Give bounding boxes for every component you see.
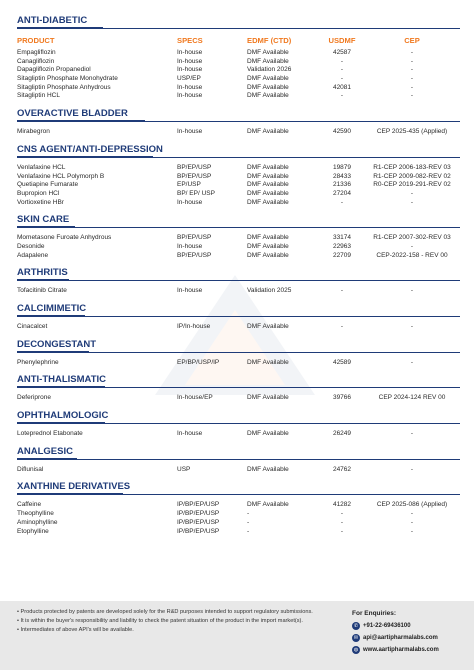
section	[17, 302, 460, 332]
product-row	[17, 234, 460, 243]
cell-cep: -	[410, 465, 414, 473]
section	[17, 480, 460, 536]
cell-specs: BP/ EP/ USP	[177, 189, 215, 197]
cell-usdmf: -	[340, 75, 344, 83]
product-row	[17, 128, 460, 137]
cell-edmf: -	[247, 518, 250, 526]
cell-usdmf: 42081	[332, 83, 352, 91]
cell-edmf: DMF Available	[247, 198, 289, 206]
cell-edmf: DMF Available	[247, 358, 289, 366]
section-divider	[17, 494, 460, 495]
cell-usdmf: -	[340, 198, 344, 206]
cell-edmf: DMF Available	[247, 172, 289, 180]
section-divider-accent	[17, 493, 123, 495]
product-row	[17, 501, 460, 510]
product-row	[17, 66, 460, 75]
product-row	[17, 190, 460, 199]
product-rows	[17, 49, 460, 101]
cell-specs: In-house	[177, 242, 203, 250]
section-divider	[17, 227, 460, 228]
spacer	[17, 282, 460, 286]
product-row	[17, 359, 460, 368]
section-divider	[17, 459, 460, 460]
cell-edmf: Validation 2025	[247, 287, 292, 295]
cell-usdmf: -	[340, 510, 344, 518]
cell-specs: In-house/EP	[177, 394, 213, 402]
cell-edmf: DMF Available	[247, 128, 289, 136]
cell-cep: -	[410, 83, 414, 91]
section-header	[17, 409, 460, 425]
cell-product: Dapagliflozin Propanediol	[17, 66, 91, 74]
spacer	[17, 496, 460, 500]
cell-edmf: DMF Available	[247, 75, 289, 83]
email-icon: ✉	[353, 635, 359, 641]
email-address[interactable]: api@aartipharmalabs.com	[363, 635, 438, 641]
cell-product: Sitagliptin HCL	[17, 92, 60, 100]
cell-product: Venlafaxine HCL Polymorph B	[17, 172, 105, 180]
cell-specs: IP/BP/EP/USP	[177, 518, 220, 526]
cell-usdmf: -	[340, 518, 344, 526]
cell-edmf: DMF Available	[247, 251, 289, 259]
product-row	[17, 164, 460, 173]
product-row	[17, 58, 460, 67]
section-title: CNS AGENT/ANTI-DEPRESSION	[17, 143, 163, 155]
section-title: XANTHINE DERIVATIVES	[17, 481, 131, 493]
cell-edmf: DMF Available	[247, 163, 289, 171]
section-header	[17, 445, 460, 461]
cell-specs: In-house	[177, 57, 203, 65]
spacer	[17, 318, 460, 322]
cell-usdmf: -	[340, 92, 344, 100]
cell-product: Canagliflozin	[17, 57, 55, 65]
product-row	[17, 519, 460, 528]
product-row	[17, 243, 460, 252]
cell-usdmf: 42589	[332, 358, 352, 366]
phone-line[interactable]	[352, 620, 472, 632]
cell-cep: R1-CEP 2009-082-REV 02	[373, 172, 451, 180]
cell-cep: -	[410, 430, 414, 438]
cell-cep: -	[410, 287, 414, 295]
cell-product: Desonide	[17, 242, 45, 250]
product-row	[17, 49, 460, 58]
spacer	[17, 159, 460, 163]
column-headers	[17, 36, 460, 48]
cell-product: Venlafaxine HCL	[17, 163, 66, 171]
cell-usdmf: 42590	[332, 128, 352, 136]
product-row	[17, 430, 460, 439]
cell-cep: -	[410, 49, 414, 56]
email-line[interactable]	[352, 632, 472, 644]
cell-product: Bupropion HCl	[17, 189, 60, 197]
section-divider	[17, 423, 460, 424]
cell-specs: EP/USP	[177, 181, 201, 189]
cell-product: Adapalene	[17, 251, 49, 259]
cell-product: Mirabegron	[17, 128, 50, 136]
section-divider-accent	[17, 279, 69, 281]
spacer	[17, 461, 460, 465]
cell-cep: -	[410, 198, 414, 206]
cell-product: Deferiprone	[17, 394, 51, 402]
section-divider	[17, 280, 460, 281]
section-title: OPHTHALMOLOGIC	[17, 410, 109, 422]
cell-usdmf: 27204	[332, 189, 352, 197]
website-line[interactable]	[352, 644, 472, 656]
spacer	[17, 229, 460, 233]
cell-cep: -	[410, 242, 414, 250]
product-row	[17, 84, 460, 93]
section-title: OVERACTIVE BLADDER	[17, 108, 128, 120]
section-divider-accent	[17, 27, 103, 29]
cell-usdmf: -	[340, 527, 344, 535]
product-rows	[17, 466, 460, 475]
cell-specs: In-house	[177, 198, 203, 206]
cell-cep: -	[410, 57, 414, 65]
spacer	[17, 123, 460, 127]
cell-product: Quetiapine Fumarate	[17, 181, 79, 189]
section-divider	[17, 28, 460, 29]
cell-specs: BP/EP/USP	[177, 163, 212, 171]
cell-cep: -	[410, 189, 414, 197]
section	[17, 338, 460, 368]
cell-specs: In-house	[177, 49, 203, 56]
spacer	[17, 389, 460, 393]
cell-cep: R0-CEP 2019-291-REV 02	[373, 181, 451, 189]
cell-specs: In-house	[177, 430, 203, 438]
cell-cep: -	[410, 75, 414, 83]
cell-edmf: DMF Available	[247, 242, 289, 250]
footer-note: • Products protected by patents are developed solely for the R&D purposes intended to support regulatory submissions.	[17, 609, 313, 615]
column-header-product: PRODUCT	[17, 36, 55, 45]
cell-usdmf: 39766	[332, 394, 352, 402]
product-row	[17, 75, 460, 84]
cell-cep: CEP 2024-124 REV 00	[378, 394, 446, 402]
cell-specs: BP/EP/USP	[177, 172, 212, 180]
footer	[0, 601, 474, 670]
section	[17, 409, 460, 439]
cell-usdmf: 19879	[332, 163, 352, 171]
cell-cep: -	[410, 518, 414, 526]
cell-specs: EP/BP/USP/IP	[177, 358, 220, 366]
cell-product: Theophylline	[17, 510, 54, 518]
section	[17, 143, 460, 207]
cell-cep: -	[410, 510, 414, 518]
product-rows	[17, 430, 460, 439]
phone-number[interactable]: +91-22-69436100	[363, 623, 411, 629]
cell-specs: IP/BP/EP/USP	[177, 510, 220, 518]
section-header	[17, 373, 460, 389]
cell-usdmf: 28433	[332, 172, 352, 180]
section-header	[17, 14, 460, 30]
product-row	[17, 181, 460, 190]
cell-edmf: DMF Available	[247, 181, 289, 189]
product-row	[17, 466, 460, 475]
column-header-specs: SPECS	[177, 36, 203, 45]
spacer	[17, 425, 460, 429]
product-row	[17, 287, 460, 296]
cell-edmf: DMF Available	[247, 430, 289, 438]
cell-usdmf: -	[340, 323, 344, 330]
product-rows	[17, 501, 460, 536]
cell-usdmf: 41282	[332, 501, 352, 509]
cell-product: Etophylline	[17, 527, 49, 535]
phone-icon: ✆	[353, 623, 359, 629]
section-title: ANTI-DIABETIC	[17, 15, 88, 26]
section-title: DECONGESTANT	[17, 338, 96, 350]
product-row	[17, 510, 460, 519]
product-rows	[17, 323, 460, 332]
cell-edmf: DMF Available	[247, 49, 289, 56]
product-catalog	[17, 14, 460, 542]
cell-usdmf: 42587	[332, 49, 352, 56]
cell-cep: -	[410, 527, 414, 535]
section-header	[17, 480, 460, 496]
section-divider	[17, 316, 460, 317]
cell-specs: In-house	[177, 83, 203, 91]
cell-edmf: DMF Available	[247, 234, 289, 242]
footer-note: • It is within the buyer's responsibility and liability to check the patent situation of the product in the import market(s).	[17, 618, 303, 624]
cell-usdmf: 22963	[332, 242, 352, 250]
section-title: CALCIMIMETIC	[17, 303, 87, 314]
product-rows	[17, 164, 460, 207]
cell-cep: CEP 2025-435 (Applied)	[376, 128, 448, 136]
product-rows	[17, 234, 460, 260]
product-row	[17, 199, 460, 208]
cell-specs: In-house	[177, 66, 203, 74]
cell-edmf: -	[247, 527, 250, 535]
cell-usdmf: 33174	[332, 234, 352, 242]
section-divider-accent	[17, 458, 77, 460]
cell-edmf: -	[247, 510, 250, 518]
enquiries-block	[352, 610, 472, 656]
product-row	[17, 528, 460, 537]
cell-product: Mometasone Furoate Anhydrous	[17, 234, 112, 242]
cell-cep: CEP 2025-086 (Applied)	[376, 501, 448, 509]
cell-usdmf: -	[340, 57, 344, 65]
cell-specs: USP/EP	[177, 75, 201, 83]
cell-usdmf: 24762	[332, 465, 352, 473]
cell-product: Diflunisal	[17, 465, 44, 473]
cell-edmf: DMF Available	[247, 465, 289, 473]
cell-specs: BP/EP/USP	[177, 234, 212, 242]
section-divider-accent	[17, 351, 89, 353]
column-header-cep: CEP	[404, 36, 420, 45]
cell-edmf: DMF Available	[247, 83, 289, 91]
section-divider	[17, 157, 460, 158]
section	[17, 107, 460, 137]
cell-specs: IP/BP/EP/USP	[177, 501, 220, 509]
cell-edmf: DMF Available	[247, 394, 289, 402]
cell-specs: IP/In-house	[177, 323, 211, 330]
section-divider-accent	[17, 226, 75, 228]
enquiries-title: For Enquiries:	[352, 610, 397, 617]
cell-cep: -	[410, 323, 414, 330]
column-header-usdmf: USDMF	[328, 36, 356, 45]
section	[17, 266, 460, 296]
cell-product: Empagliflozin	[17, 49, 56, 56]
section-title: ANALGESIC	[17, 445, 73, 457]
cell-edmf: DMF Available	[247, 92, 289, 100]
cell-product: Loteprednol Etabonate	[17, 430, 83, 438]
section	[17, 14, 460, 101]
cell-cep: R1-CEP 2006-183-REV 03	[373, 163, 451, 171]
section-title: ARTHRITIS	[17, 267, 68, 279]
section-divider-accent	[17, 156, 153, 158]
cell-edmf: Validation 2026	[247, 66, 292, 74]
cell-cep: R1-CEP 2007-302-REV 03	[373, 234, 451, 242]
section-header	[17, 107, 460, 123]
section-divider-accent	[17, 386, 105, 388]
product-row	[17, 92, 460, 101]
cell-cep: -	[410, 66, 414, 74]
footer-notes	[17, 609, 317, 636]
cell-usdmf: 21336	[332, 181, 352, 189]
product-row	[17, 173, 460, 182]
cell-edmf: DMF Available	[247, 189, 289, 197]
cell-specs: In-house	[177, 287, 203, 295]
section-header	[17, 338, 460, 354]
cell-product: Caffeine	[17, 501, 42, 509]
cell-cep: -	[410, 358, 414, 366]
cell-product: Sitagliptin Phosphate Anhydrous	[17, 83, 111, 91]
section	[17, 445, 460, 475]
section-divider-accent	[17, 120, 145, 122]
column-header-edmf: EDMF (CTD)	[247, 36, 292, 45]
section-header	[17, 266, 460, 282]
cell-usdmf: -	[340, 287, 344, 295]
cell-specs: IP/BP/EP/USP	[177, 527, 220, 535]
section-header	[17, 213, 460, 229]
cell-usdmf: -	[340, 66, 344, 74]
globe-icon: ◍	[353, 647, 359, 653]
product-row	[17, 323, 460, 332]
product-rows	[17, 394, 460, 403]
product-row	[17, 394, 460, 403]
section-divider	[17, 387, 460, 388]
section-divider-accent	[17, 422, 105, 424]
cell-product: Tofacitinib Citrate	[17, 287, 67, 295]
section	[17, 373, 460, 403]
section-divider	[17, 352, 460, 353]
cell-usdmf: 26249	[332, 430, 352, 438]
section-divider	[17, 121, 460, 122]
product-rows	[17, 128, 460, 137]
cell-specs: In-house	[177, 92, 203, 100]
cell-edmf: DMF Available	[247, 323, 289, 330]
section-header	[17, 143, 460, 159]
cell-product: Vortioxetine HBr	[17, 198, 64, 206]
section-title: SKIN CARE	[17, 214, 70, 226]
section-divider-accent	[17, 315, 85, 317]
section	[17, 213, 460, 260]
cell-specs: BP/EP/USP	[177, 251, 212, 259]
cell-specs: USP	[177, 465, 191, 473]
cell-specs: In-house	[177, 128, 203, 136]
cell-edmf: DMF Available	[247, 57, 289, 65]
section-header	[17, 302, 460, 318]
product-row	[17, 252, 460, 261]
footer-note: • Intermediates of above API's will be available.	[17, 627, 134, 633]
cell-product: Phenylephrine	[17, 358, 59, 366]
spacer	[17, 354, 460, 358]
product-rows	[17, 287, 460, 296]
cell-product: Aminophylline	[17, 518, 58, 526]
cell-cep: CEP-2022-158 - REV 00	[376, 251, 448, 259]
cell-product: Sitagliptin Phosphate Monohydrate	[17, 75, 118, 83]
cell-product: Cinacalcet	[17, 323, 48, 330]
cell-edmf: DMF Available	[247, 501, 289, 509]
cell-cep: -	[410, 92, 414, 100]
cell-usdmf: 22709	[332, 251, 352, 259]
product-rows	[17, 359, 460, 368]
website-link[interactable]: www.aartipharmalabs.com	[363, 647, 439, 653]
section-title: ANTI-THALISMATIC	[17, 374, 107, 386]
